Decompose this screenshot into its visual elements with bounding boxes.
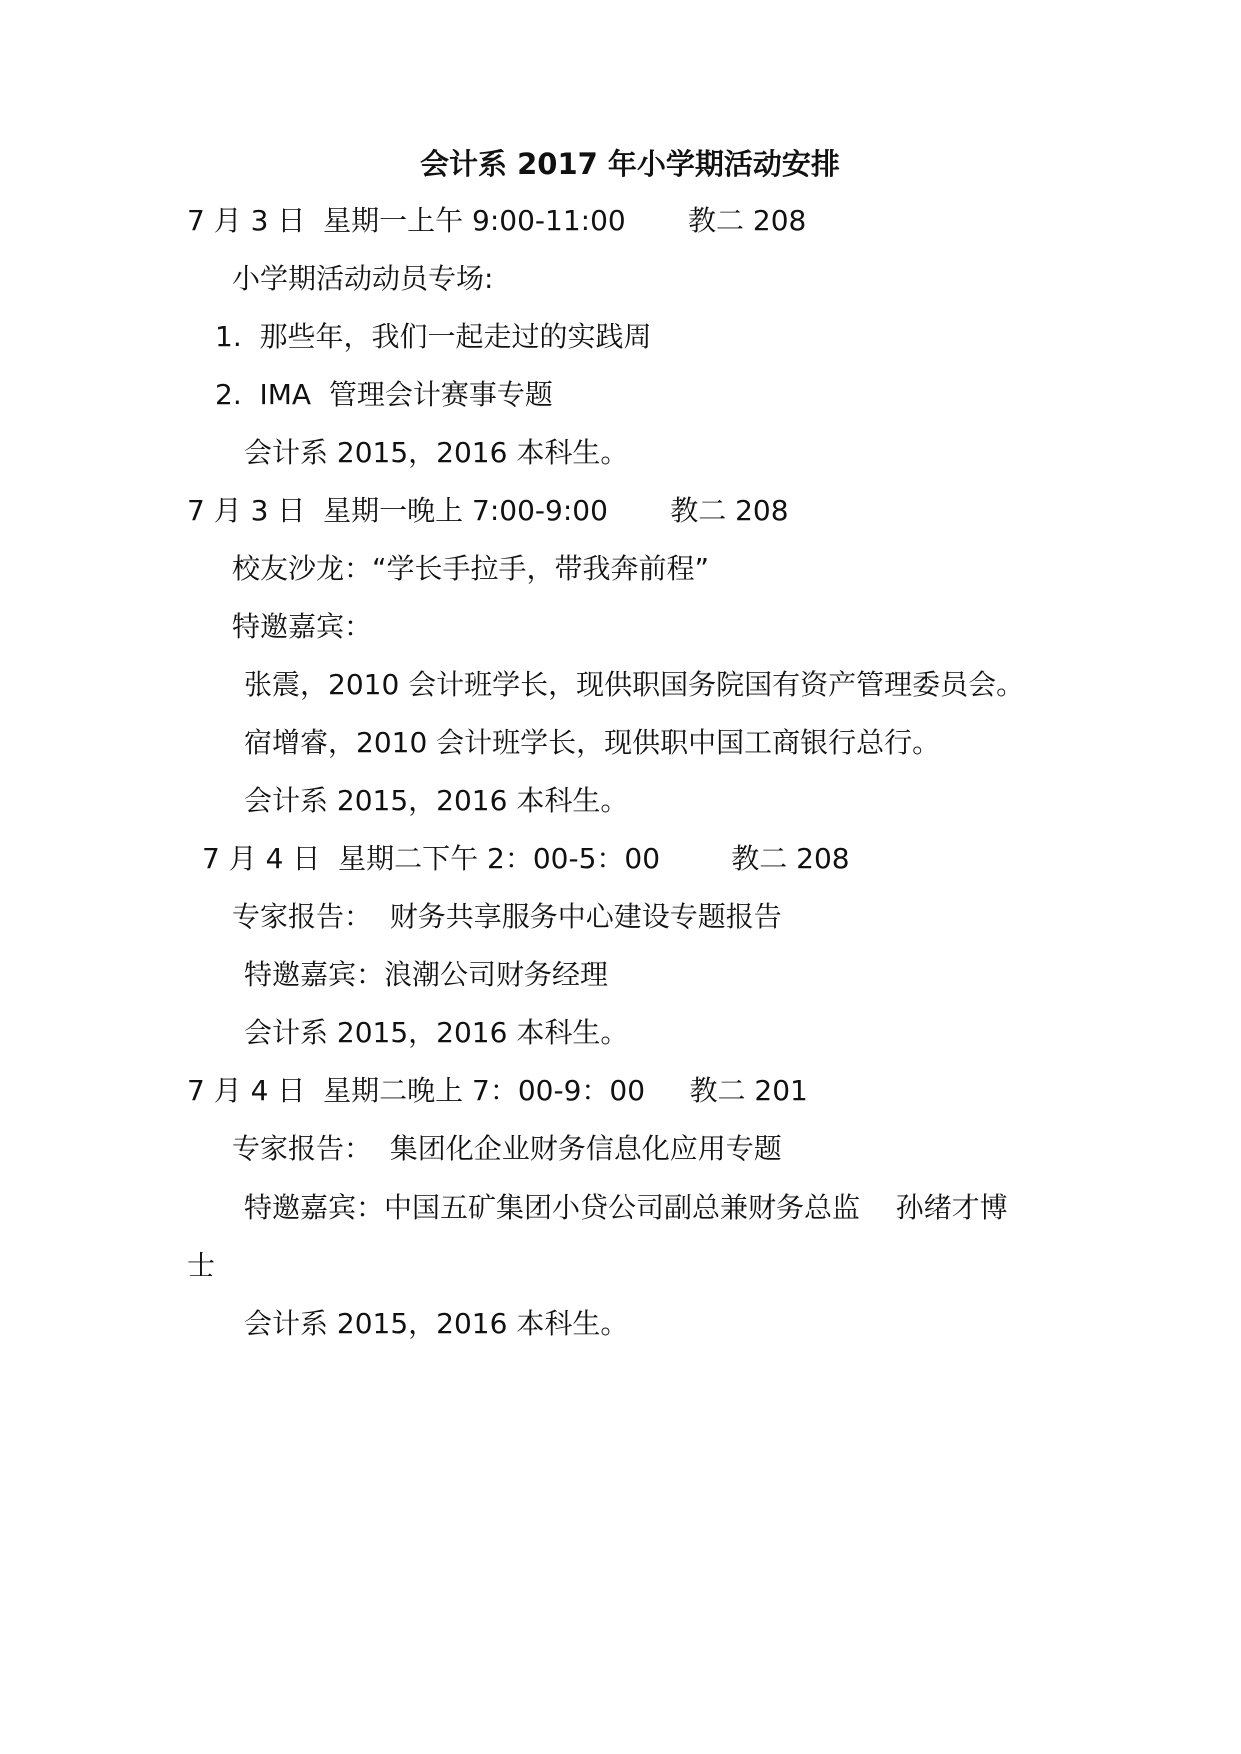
document-title: 会计系 2017 年小学期活动安排 <box>420 147 840 181</box>
session-1-line-1: 小学期活动动员专场: <box>232 262 494 295</box>
session-2-header: 7 月 3 日 星期一晚上 7:00-9:00 教二 208 <box>187 494 789 527</box>
session-1-header: 7 月 3 日 星期一上午 9:00-11:00 教二 208 <box>187 204 807 237</box>
session-3-header: 7 月 4 日 星期二下午 2：00-5：00 教二 208 <box>202 842 850 875</box>
session-4-line-1: 专家报告： 集团化企业财务信息化应用专题 <box>232 1132 782 1165</box>
session-1-line-3: 2. IMA 管理会计赛事专题 <box>215 378 553 411</box>
session-2-line-3: 张震，2010 会计班学长，现供职国务院国有资产管理委员会。 <box>244 668 1025 701</box>
session-4-header: 7 月 4 日 星期二晚上 7：00-9：00 教二 201 <box>187 1074 808 1107</box>
session-4-line-4: 会计系 2015，2016 本科生。 <box>244 1307 629 1340</box>
session-1-line-2: 1. 那些年，我们一起走过的实践周 <box>215 320 652 353</box>
session-2-line-1: 校友沙龙：“学长手拉手，带我奔前程” <box>232 552 710 585</box>
session-4-line-2: 特邀嘉宾：中国五矿集团小贷公司副总兼财务总监 孙绪才博 <box>244 1191 1008 1224</box>
session-2-line-5: 会计系 2015，2016 本科生。 <box>244 784 629 817</box>
session-4-line-3: 士 <box>187 1249 216 1282</box>
session-2-line-4: 宿增睿，2010 会计班学长，现供职中国工商银行总行。 <box>244 726 941 759</box>
session-3-line-1: 专家报告： 财务共享服务中心建设专题报告 <box>232 900 782 933</box>
session-2-line-2: 特邀嘉宾： <box>232 610 373 643</box>
session-1-line-4: 会计系 2015，2016 本科生。 <box>244 436 629 469</box>
session-3-line-2: 特邀嘉宾：浪潮公司财务经理 <box>244 958 609 991</box>
session-3-line-3: 会计系 2015，2016 本科生。 <box>244 1016 629 1049</box>
